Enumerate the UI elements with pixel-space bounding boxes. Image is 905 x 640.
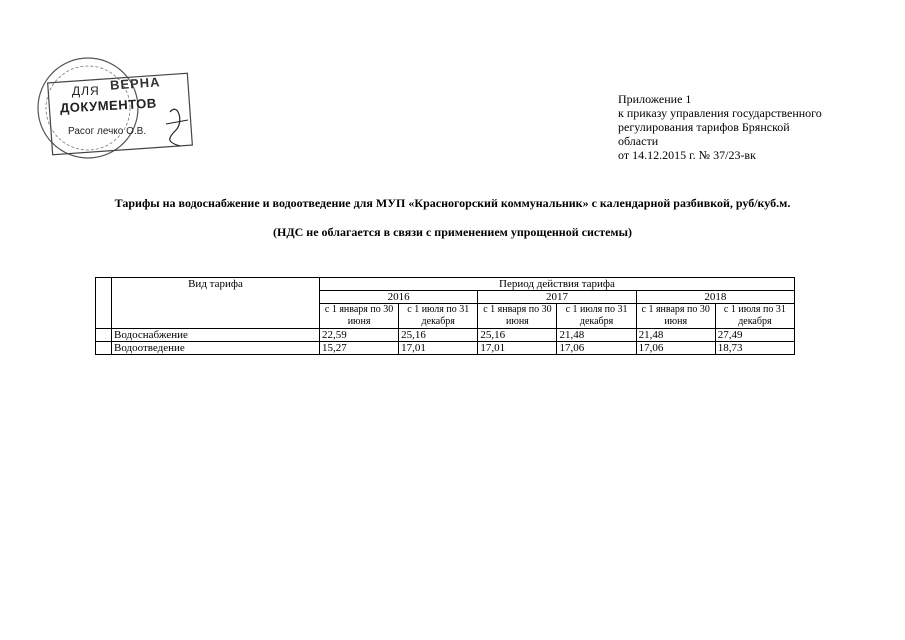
table-cell: 21,48	[557, 329, 636, 342]
header-period-cell: с 1 июля по 31 декабря	[399, 304, 478, 329]
header-period-cell: с 1 января по 30 июня	[320, 304, 399, 329]
header-year-2018: 2018	[636, 291, 794, 304]
table-cell: 21,48	[636, 329, 715, 342]
appendix-header	[618, 92, 822, 162]
table-cell: 22,59	[320, 329, 399, 342]
table-cell: 15,27	[320, 342, 399, 355]
row-name-water-supply: Водоснабжение	[112, 329, 320, 342]
header-period-cell: с 1 июля по 31 декабря	[557, 304, 636, 329]
header-year-2016: 2016	[320, 291, 478, 304]
table-header-row	[96, 278, 795, 291]
table-cell: 25,16	[399, 329, 478, 342]
appendix-line-3: регулирования тарифов Брянской	[618, 120, 790, 134]
stamp-text-verified: ВЕРНА	[109, 74, 161, 93]
table-cell: 17,06	[636, 342, 715, 355]
table-cell: 18,73	[715, 342, 794, 355]
document-title: Тарифы на водоснабжение и водоотведение для МУП «Красногорский коммунальник» с календарной разбивкой, руб/куб.м.	[114, 196, 791, 210]
table-cell: 27,49	[715, 329, 794, 342]
appendix-line-2: к приказу управления государственного	[618, 106, 822, 120]
table-cell: 17,01	[399, 342, 478, 355]
table-row	[96, 329, 795, 342]
table-cell: 25,16	[478, 329, 557, 342]
stamp-text-signer: Расог лечко О.В.	[68, 126, 147, 137]
appendix-line-4: области	[618, 134, 659, 148]
table-cell: 17,06	[557, 342, 636, 355]
table-cell-empty	[96, 278, 112, 329]
header-tariff-type: Вид тарифа	[112, 278, 320, 329]
tariff-table	[95, 277, 795, 355]
header-period-cell: с 1 января по 30 июня	[636, 304, 715, 329]
row-name-wastewater: Водоотведение	[112, 342, 320, 355]
appendix-line-5: от 14.12.2015 г. № 37/23-вк	[618, 148, 756, 162]
table-cell: 17,01	[478, 342, 557, 355]
table-cell-empty	[96, 329, 112, 342]
header-period: Период действия тарифа	[320, 278, 795, 291]
appendix-line-1: Приложение 1	[618, 92, 692, 106]
document-subtitle: (НДС не облагается в связи с применением упрощенной системы)	[273, 225, 632, 239]
stamp-text-documents: ДОКУМЕНТОВ	[59, 95, 158, 116]
header-period-cell: с 1 января по 30 июня	[478, 304, 557, 329]
stamp-text-for: ДЛЯ	[72, 84, 100, 98]
header-period-cell: с 1 июля по 31 декабря	[715, 304, 794, 329]
header-year-2017: 2017	[478, 291, 636, 304]
table-row	[96, 342, 795, 355]
table-cell-empty	[96, 342, 112, 355]
